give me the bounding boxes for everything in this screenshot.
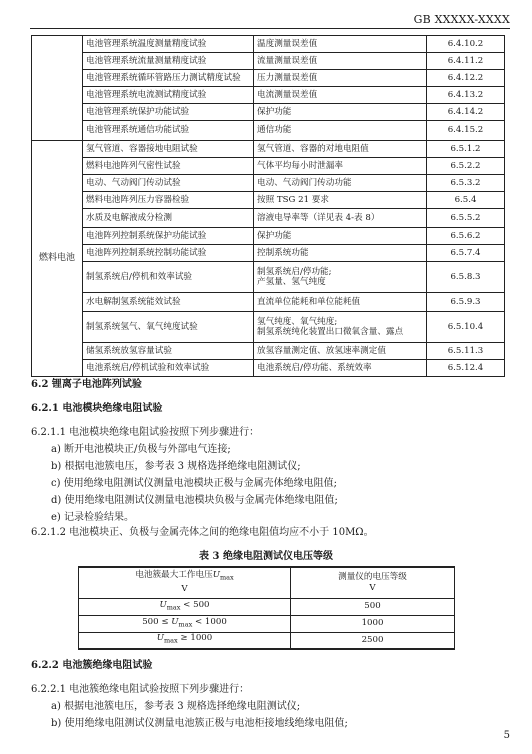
item-cell: 电池系统启/停机试验和效率试验 bbox=[83, 360, 254, 377]
table-row bbox=[32, 53, 505, 70]
table-header-cell: 测量仪的电压等级 V bbox=[291, 567, 455, 598]
clause-6-2-1-1: 6.2.1.1 电池模块绝缘电阻试验按照下列步骤进行： bbox=[31, 427, 260, 438]
clause-cell: 6.5.12.4 bbox=[427, 360, 505, 377]
table-3 bbox=[78, 566, 455, 650]
condition-cell: 电流测量误差值 bbox=[254, 87, 427, 104]
clause-cell: 6.5.3.2 bbox=[427, 175, 505, 192]
clause-cell: 6.5.10.4 bbox=[427, 312, 505, 343]
category-cell bbox=[32, 36, 83, 141]
item-cell: 电池管理系统循环管路压力测试精度试验 bbox=[83, 70, 254, 87]
clause-cell: 6.5.2.2 bbox=[427, 158, 505, 175]
list-item: b) 使用绝缘电阻测试仪测量电池簇正极与电池柜接地线绝缘电阻值; bbox=[51, 718, 348, 729]
item-cell: 制氢系统氢气、氧气纯度试验 bbox=[83, 312, 254, 343]
clause-cell: 6.4.10.2 bbox=[427, 36, 505, 53]
condition-line: 产氢量、氢气纯度 bbox=[257, 277, 326, 287]
tester-voltage-cell: 1000 bbox=[291, 615, 455, 632]
table-row bbox=[32, 228, 505, 245]
item-cell: 电池管理系统通信功能试验 bbox=[83, 121, 254, 141]
item-cell: 电池管理系统电流测试精度试验 bbox=[83, 87, 254, 104]
condition-cell: 氢气管道、容器的对地电阻值 bbox=[254, 141, 427, 158]
item-cell: 电池阵列控制系统控制功能试验 bbox=[83, 245, 254, 262]
table-row bbox=[32, 360, 505, 377]
condition-cell: 气体平均每小时泄漏率 bbox=[254, 158, 427, 175]
condition-cell: 流量测量误差值 bbox=[254, 53, 427, 70]
clause-cell: 6.5.9.3 bbox=[427, 293, 505, 312]
clause-cell: 6.5.1.2 bbox=[427, 141, 505, 158]
voltage-range-cell: $U_{max} \ge 1000$ bbox=[79, 632, 291, 649]
section-6-2-1-heading: 6.2.1 电池模块绝缘电阻试验 bbox=[31, 403, 163, 414]
table-row bbox=[32, 87, 505, 104]
table-row bbox=[32, 141, 505, 158]
clause-cell: 6.5.6.2 bbox=[427, 228, 505, 245]
table-header-row bbox=[79, 567, 455, 598]
table-row bbox=[32, 192, 505, 209]
condition-cell: 溶液电导率等（详见表 4-表 8） bbox=[254, 209, 427, 228]
table-row bbox=[32, 175, 505, 192]
condition-cell: 压力测量误差值 bbox=[254, 70, 427, 87]
condition-line: 制氢系统启/停功能; bbox=[257, 266, 332, 277]
table-row bbox=[32, 121, 505, 141]
table-3-caption: 表 3 绝缘电阻测试仪电压等级 bbox=[199, 551, 333, 562]
condition-cell: 电动、气动阀门传动功能 bbox=[254, 175, 427, 192]
table-row bbox=[79, 615, 455, 632]
item-cell: 燃料电池阵列气密性试验 bbox=[83, 158, 254, 175]
item-cell: 制氢系统启/停机和效率试验 bbox=[83, 262, 254, 293]
condition-cell: 温度测量误差值 bbox=[254, 36, 427, 53]
list-item: d) 使用绝缘电阻测试仪测量电池模块负极与金属壳体绝缘电阻值; bbox=[51, 495, 338, 506]
table-row bbox=[32, 158, 505, 175]
condition-cell bbox=[254, 312, 427, 343]
list-item: e) 记录检验结果。 bbox=[51, 512, 134, 523]
condition-cell: 通信功能 bbox=[254, 121, 427, 141]
item-cell: 氢气管道、容器接地电阻试验 bbox=[83, 141, 254, 158]
clause-cell: 6.5.7.4 bbox=[427, 245, 505, 262]
voltage-range-cell: $U_{max} < 500$ bbox=[79, 598, 291, 615]
table-row bbox=[32, 104, 505, 121]
item-cell: 电池管理系统保护功能试验 bbox=[83, 104, 254, 121]
clause-cell: 6.5.11.3 bbox=[427, 343, 505, 360]
clause-cell: 6.5.5.2 bbox=[427, 209, 505, 228]
clause-cell: 6.4.12.2 bbox=[427, 70, 505, 87]
item-cell: 电池管理系统流量测量精度试验 bbox=[83, 53, 254, 70]
clause-6-2-1-2: 6.2.1.2 电池模块正、负极与金属壳体之间的绝缘电阻值均应不小于 10MΩ。 bbox=[31, 527, 374, 538]
condition-cell: 保护功能 bbox=[254, 228, 427, 245]
requirements-table bbox=[31, 35, 505, 377]
clause-cell: 6.4.13.2 bbox=[427, 87, 505, 104]
clause-6-2-2-1: 6.2.2.1 电池簇绝缘电阻试验按照下列步骤进行： bbox=[31, 684, 250, 695]
condition-line: 氢气纯度、氧气纯度; bbox=[257, 316, 338, 327]
clause-cell: 6.5.4 bbox=[427, 192, 505, 209]
clause-cell: 6.4.11.2 bbox=[427, 53, 505, 70]
condition-cell: 放氢容量测定值、放氢速率测定值 bbox=[254, 343, 427, 360]
clause-cell: 6.5.8.3 bbox=[427, 262, 505, 293]
header-rule bbox=[30, 28, 510, 29]
table-row bbox=[79, 632, 455, 649]
table-header-cell: 电池簇最大工作电压$U_{max}$ V bbox=[79, 567, 291, 598]
table-row bbox=[32, 312, 505, 343]
condition-cell: 控制系统功能 bbox=[254, 245, 427, 262]
clause-cell: 6.4.14.2 bbox=[427, 104, 505, 121]
item-cell: 燃料电池阵列压力容器检验 bbox=[83, 192, 254, 209]
standard-number: GB XXXXX-XXXX bbox=[413, 13, 510, 26]
voltage-range-cell: $500 \le U_{max} < 1000$ bbox=[79, 615, 291, 632]
list-item: a) 根据电池簇电压，参考表 3 规格选择绝缘电阻测试仪; bbox=[51, 701, 301, 712]
table-row bbox=[79, 598, 455, 615]
table-row bbox=[32, 70, 505, 87]
condition-cell bbox=[254, 262, 427, 293]
condition-cell: 按照 TSG 21 要求 bbox=[254, 192, 427, 209]
item-cell: 水质及电解液成分检测 bbox=[83, 209, 254, 228]
table-row bbox=[32, 245, 505, 262]
category-cell: 燃料电池 bbox=[32, 141, 83, 377]
page-number: 5 bbox=[503, 730, 510, 741]
item-cell: 电池管理系统温度测量精度试验 bbox=[83, 36, 254, 53]
item-cell: 电动、气动阀门传动试验 bbox=[83, 175, 254, 192]
list-item: c) 使用绝缘电阻测试仪测量电池模块正极与金属壳体绝缘电阻值; bbox=[51, 478, 338, 489]
condition-cell: 保护功能 bbox=[254, 104, 427, 121]
list-item: b) 根据电池簇电压，参考表 3 规格选择绝缘电阻测试仪; bbox=[51, 461, 301, 472]
condition-line: 制氢系统纯化装置出口微氧含量、露点 bbox=[257, 327, 404, 337]
tester-voltage-cell: 2500 bbox=[291, 632, 455, 649]
item-cell: 电池阵列控制系统保护功能试验 bbox=[83, 228, 254, 245]
item-cell: 储氢系统放氢容量试验 bbox=[83, 343, 254, 360]
section-6-2-2-heading: 6.2.2 电池簇绝缘电阻试验 bbox=[31, 660, 153, 671]
tester-voltage-cell: 500 bbox=[291, 598, 455, 615]
clause-cell: 6.4.15.2 bbox=[427, 121, 505, 141]
table-row bbox=[32, 293, 505, 312]
table-row bbox=[32, 343, 505, 360]
section-6-2-heading: 6.2 锂离子电池阵列试验 bbox=[31, 379, 142, 390]
condition-cell: 电池系统启/停功能、系统效率 bbox=[254, 360, 427, 377]
list-item: a) 断开电池模块正/负极与外部电气连接; bbox=[51, 444, 231, 455]
table-row bbox=[32, 36, 505, 53]
table-row bbox=[32, 262, 505, 293]
item-cell: 水电解制氢系统能效试验 bbox=[83, 293, 254, 312]
condition-cell: 直流单位能耗和单位能耗值 bbox=[254, 293, 427, 312]
table-row bbox=[32, 209, 505, 228]
